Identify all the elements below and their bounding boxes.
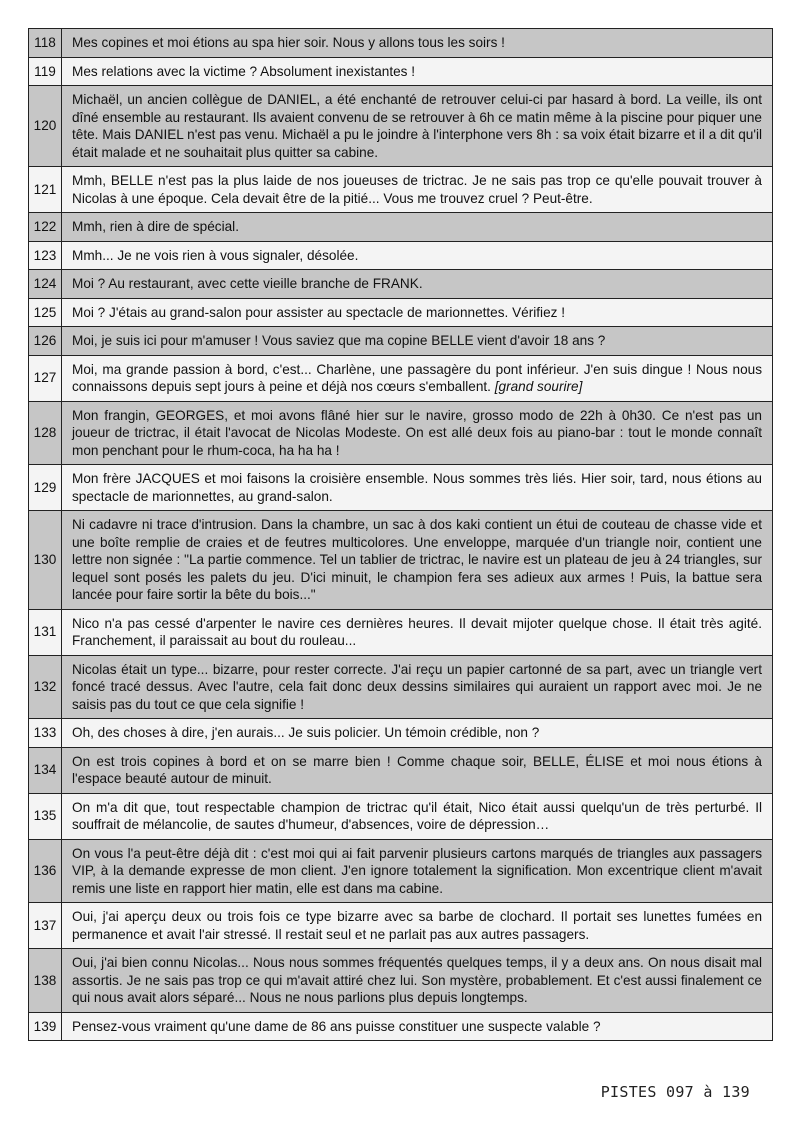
clue-number: 134 (29, 747, 62, 793)
clue-text-cell (62, 298, 773, 327)
page-footer: PISTES 097 à 139 (600, 1083, 750, 1101)
clue-text: Nicolas était un type... bizarre, pour rester correcte. J'ai reçu un papier cartonné de sa part, avec un triangle vert foncé tracé dessus. Avec l'autre, cela fait donc deux dessins similaires qui auraient un rapport avec moi. Je ne saisis pas du tout ce que cela signifie ! (72, 661, 762, 712)
clue-text: On m'a dit que, tout respectable champion de trictrac qu'il était, Nico était aussi quelqu'un de très perturbé. Il souffrait de mélancolie, de sautes d'humeur, d'absences, voire de dépression… (72, 799, 762, 832)
table-row (29, 949, 773, 1013)
clue-number: 133 (29, 719, 62, 748)
clue-text-cell (62, 57, 773, 86)
clue-number: 122 (29, 213, 62, 242)
clue-number: 125 (29, 298, 62, 327)
clue-number: 118 (29, 29, 62, 58)
clue-number: 138 (29, 949, 62, 1013)
clue-number: 137 (29, 903, 62, 949)
clue-text: Oui, j'ai bien connu Nicolas... Nous nous sommes fréquentés quelques temps, il y a deux ans. On nous disait mal assortis. Je ne sais pas trop ce qui m'avait attiré chez lui. Son mystère, probablement. Et c'est aussi finalement ce qui nous avait alors séparé... Nous ne nous parlions plus depuis longtemps. (72, 955, 762, 1005)
table-row (29, 355, 773, 401)
clue-text: Mes copines et moi étions au spa hier soir. Nous y allons tous les soirs ! (72, 35, 505, 50)
clue-number: 123 (29, 241, 62, 270)
clue-text-cell (62, 270, 773, 299)
clue-text: On vous l'a peut-être déjà dit : c'est moi qui ai fait parvenir plusieurs cartons marqués de triangles aux passagers VIP, à la demande expresse de mon client. J'en ignore totalement la signification. Mon excentrique client m'avait remis une liste en rapport hier matin, elle est dans ma cabine. (72, 845, 762, 896)
clue-text-cell (62, 241, 773, 270)
clue-number: 126 (29, 327, 62, 356)
clue-text: Pensez-vous vraiment qu'une dame de 86 ans puisse constituer une suspecte valable ? (72, 1018, 601, 1034)
clue-text-cell (62, 655, 773, 719)
table-row (29, 167, 773, 213)
clue-text-cell (62, 327, 773, 356)
clue-number: 119 (29, 57, 62, 86)
clue-number: 136 (29, 839, 62, 903)
clue-text-cell (62, 1012, 773, 1041)
clue-number: 132 (29, 655, 62, 719)
clue-text-cell (62, 793, 773, 839)
clue-text: Nico n'a pas cessé d'arpenter le navire ces dernières heures. Il devait mijoter quelque chose. Il était très agité. Franchement, il paraissait au bout du rouleau... (72, 615, 762, 648)
clue-text: Moi ? J'étais au grand-salon pour assister au spectacle de marionnettes. Vérifiez ! (72, 304, 565, 320)
clue-text: Moi ? Au restaurant, avec cette vieille branche de FRANK. (72, 276, 423, 291)
table-row (29, 747, 773, 793)
clue-number: 131 (29, 609, 62, 655)
clue-text-cell (62, 903, 773, 949)
table-row (29, 609, 773, 655)
table-row (29, 719, 773, 748)
clue-text-cell (62, 511, 773, 610)
clue-text: Mmh, rien à dire de spécial. (72, 219, 239, 234)
clue-text: Oh, des choses à dire, j'en aurais... Je suis policier. Un témoin crédible, non ? (72, 725, 540, 740)
clue-text: Mmh, BELLE n'est pas la plus laide de nos joueuses de trictrac. Je ne sais pas trop ce qu'elle pouvait trouver à Nicolas à une époque. Cela devait être de la pitié... Vous me trouvez cruel ? Peut-être. (72, 173, 762, 206)
table-row (29, 511, 773, 610)
clue-text: Mmh... Je ne vois rien à vous signaler, désolée. (72, 247, 359, 263)
table-row (29, 270, 773, 299)
clue-text: Moi, je suis ici pour m'amuser ! Vous saviez que ma copine BELLE vient d'avoir 18 ans ? (72, 333, 606, 348)
clue-number: 124 (29, 270, 62, 299)
table-row (29, 793, 773, 839)
clue-text-cell (62, 355, 773, 401)
clue-text-cell (62, 29, 773, 58)
clues-table (28, 28, 773, 1041)
clue-number: 128 (29, 401, 62, 465)
clue-number: 135 (29, 793, 62, 839)
clue-text: Michaël, un ancien collègue de DANIEL, a été enchanté de retrouver celui-ci par hasard à bord. La veille, ils ont dîné ensemble au restaurant. Ils avaient convenu de se retrouver à 6h ce matin même à la piscine pour piquer une tête. Mais DANIEL n'est pas venu. Michaël a pu le joindre à l'interphone vers 8h : sa voix était bizarre et il a dit qu'il était malade et ne souhaitait plus quitter sa cabine. (72, 92, 762, 160)
clue-text-cell (62, 213, 773, 242)
clues-table-body (29, 29, 773, 1041)
clue-number: 130 (29, 511, 62, 610)
clue-text-cell (62, 949, 773, 1013)
clue-text-cell (62, 747, 773, 793)
table-row (29, 241, 773, 270)
clue-text-cell (62, 839, 773, 903)
clue-text-cell (62, 167, 773, 213)
clue-text: Ni cadavre ni trace d'intrusion. Dans la chambre, un sac à dos kaki contient un étui de couteau de chasse vide et une boîte remplie de craies et de feutres multicolores. Une enveloppe, marquée d'un triangle noir, contient une lettre non signée : "La partie commence. Tel un tablier de trictrac, le navire est un plateau de jeu à 24 triangles, sur lequel sont posés les palets du jeu. D'ici minuit, le champion fera ses adieux aux armes ! Puis, la battue sera lancée pour faire sortir la bête du bois..." (72, 517, 762, 602)
clue-number: 127 (29, 355, 62, 401)
clue-number: 120 (29, 86, 62, 167)
table-row (29, 839, 773, 903)
table-row (29, 57, 773, 86)
clue-stage-direction: [grand sourire] (494, 379, 583, 394)
clue-text-cell (62, 465, 773, 511)
table-row (29, 903, 773, 949)
table-row (29, 86, 773, 167)
clue-text: Oui, j'ai aperçu deux ou trois fois ce type bizarre avec sa barbe de clochard. Il portait ses lunettes fumées en permanence et avait l'air stressé. Il restait seul et ne parlait pas aux autres passagers. (72, 909, 762, 942)
clue-text-cell (62, 401, 773, 465)
clue-number: 139 (29, 1012, 62, 1041)
table-row (29, 213, 773, 242)
clue-text-cell (62, 86, 773, 167)
table-row (29, 327, 773, 356)
clue-text: Moi, ma grande passion à bord, c'est... Charlène, une passagère du pont inférieur. J'en suis dingue ! Nous nous connaissons depuis sept jours à peine et déjà nos cœurs s'emballent. (72, 361, 762, 394)
table-row (29, 465, 773, 511)
clue-text: Mon frère JACQUES et moi faisons la croisière ensemble. Nous sommes très liés. Hier soir, tard, nous étions au spectacle de marionnettes, au grand-salon. (72, 471, 762, 504)
clue-text: On est trois copines à bord et on se marre bien ! Comme chaque soir, BELLE, ÉLISE et moi nous étions à l'espace beauté autour de minuit. (72, 753, 762, 786)
clue-text-cell (62, 719, 773, 748)
clue-number: 121 (29, 167, 62, 213)
clue-text: Mon frangin, GEORGES, et moi avons flâné hier sur le navire, grosso modo de 22h à 0h30. Ce n'est pas un joueur de trictrac, il était l'avocat de Nicolas Modeste. On est allé deux fois au piano-bar : tout le monde connaît mon penchant pour le rhum-coca, ha ha ha ! (72, 407, 762, 458)
table-row (29, 298, 773, 327)
table-row (29, 29, 773, 58)
table-row (29, 1012, 773, 1041)
table-row (29, 655, 773, 719)
clue-text-cell (62, 609, 773, 655)
table-row (29, 401, 773, 465)
clue-number: 129 (29, 465, 62, 511)
clue-text: Mes relations avec la victime ? Absolument inexistantes ! (72, 63, 416, 79)
